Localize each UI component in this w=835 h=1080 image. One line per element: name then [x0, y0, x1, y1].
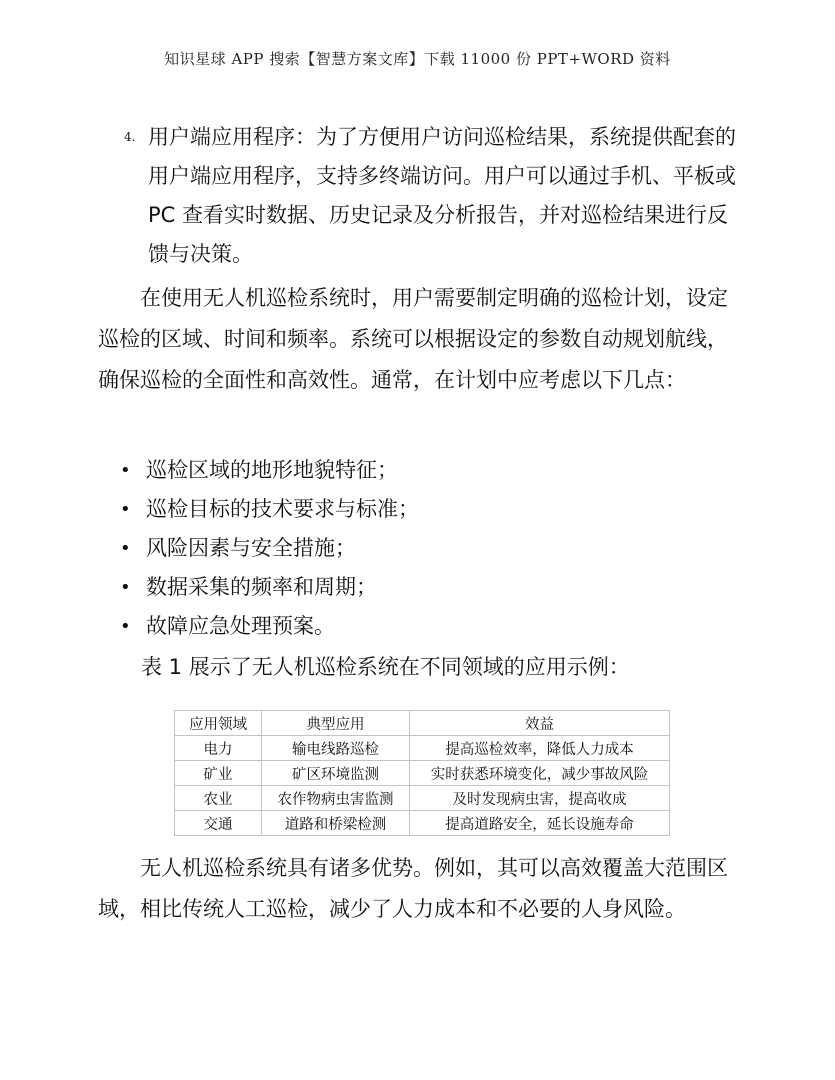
bullet-item	[118, 607, 419, 646]
table-row	[175, 761, 670, 786]
bullet-icon: •	[120, 577, 131, 598]
bullet-text: 风险因素与安全措施；	[146, 536, 356, 560]
paragraph-plan: 在使用无人机巡检系统时，用户需要制定明确的巡检计划，设定巡检的区域、时间和频率。系统可以根据设定的参数自动规划航线，确保巡检的全面性和高效性。通常，在计划中应考虑以下几点：	[98, 286, 728, 392]
table-cell: 实时获悉环境变化，减少事故风险	[410, 761, 670, 786]
bullet-icon: •	[120, 499, 131, 520]
table-row	[175, 811, 670, 836]
table-cell: 农作物病虫害监测	[262, 786, 410, 811]
table-cell: 输电线路巡检	[262, 736, 410, 761]
bullet-item	[118, 529, 419, 568]
table-cell: 农业	[175, 786, 262, 811]
table-header-cell: 应用领域	[175, 711, 262, 736]
table-cell: 交通	[175, 811, 262, 836]
table-cell: 电力	[175, 736, 262, 761]
page-header: 知识星球 APP 搜索【智慧方案文库】下载 11000 份 PPT+WORD 资料	[164, 50, 671, 68]
bullet-text: 巡检目标的技术要求与标准；	[146, 497, 419, 521]
bullet-icon: •	[120, 538, 131, 559]
bullet-item	[118, 568, 419, 607]
table-cell: 及时发现病虫害，提高收成	[410, 786, 670, 811]
numbered-list-item	[124, 118, 744, 274]
table-cell: 道路和桥梁检测	[262, 811, 410, 836]
bullet-text: 巡检区域的地形地貌特征；	[146, 458, 398, 482]
bullet-list	[118, 451, 419, 646]
bullet-item	[118, 451, 419, 490]
table-row	[175, 736, 670, 761]
bullet-item	[118, 490, 419, 529]
paragraph-advantages: 无人机巡检系统具有诸多优势。例如，其可以高效覆盖大范围区域，相比传统人工巡检，减少了人力成本和不必要的人身风险。	[98, 856, 728, 921]
table-cell: 提高道路安全，延长设施寿命	[410, 811, 670, 836]
list-item-text: 用户端应用程序：为了方便用户访问巡检结果，系统提供配套的用户端应用程序，支持多终端访问。用户可以通过手机、平板或 PC 查看实时数据、历史记录及分析报告，并对巡检结果进行反馈与决策。	[148, 125, 736, 266]
list-number: 4.	[124, 130, 136, 144]
table-caption: 表 1 展示了无人机巡检系统在不同领域的应用示例：	[141, 655, 630, 679]
table-cell: 矿区环境监测	[262, 761, 410, 786]
table-row	[175, 786, 670, 811]
table-header-cell: 典型应用	[262, 711, 410, 736]
bullet-text: 故障应急处理预案。	[146, 614, 335, 638]
bullet-icon: •	[120, 460, 131, 481]
bullet-text: 数据采集的频率和周期；	[146, 575, 377, 599]
table-header-row	[175, 711, 670, 736]
application-table	[174, 710, 670, 836]
bullet-icon: •	[120, 616, 131, 637]
table-cell: 矿业	[175, 761, 262, 786]
table-cell: 提高巡检效率，降低人力成本	[410, 736, 670, 761]
table-header-cell: 效益	[410, 711, 670, 736]
